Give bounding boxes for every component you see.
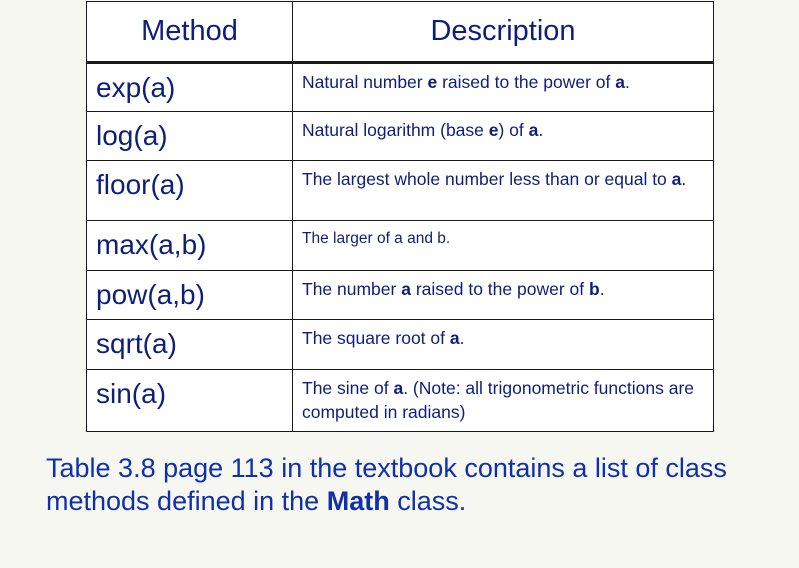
method-cell: exp(a) <box>87 63 293 112</box>
table-row <box>87 63 714 112</box>
description-segment: raised to the power of <box>437 72 616 92</box>
description-segment: e <box>427 72 438 92</box>
math-methods-table <box>86 1 714 432</box>
caption-segment: Math <box>326 486 390 516</box>
method-cell: log(a) <box>87 112 293 161</box>
table-row <box>87 370 714 432</box>
description-segment: a <box>615 72 625 92</box>
table-row <box>87 320 714 370</box>
description-cell <box>293 221 714 271</box>
description-segment: a <box>671 169 682 189</box>
method-cell: max(a,b) <box>87 221 293 271</box>
description-cell <box>293 370 714 432</box>
method-cell: sqrt(a) <box>87 320 293 370</box>
description-segment: . <box>599 279 605 299</box>
method-cell: floor(a) <box>87 161 293 221</box>
description-cell <box>293 161 714 221</box>
description-segment: The number <box>302 279 402 299</box>
table-row <box>87 161 714 221</box>
table-row <box>87 112 714 161</box>
description-segment: a <box>449 328 460 348</box>
description-segment: The square root of <box>302 328 450 348</box>
table-body <box>87 63 714 432</box>
description-cell <box>293 271 714 320</box>
description-segment: . (Note: all trigonometric functions are computed in radians) <box>302 378 695 422</box>
caption-segment: Table 3.8 page 113 in the textbook contains a list of class methods defined in the <box>46 453 727 516</box>
description-segment: The sine of <box>302 378 394 398</box>
description-segment: . <box>459 328 465 348</box>
description-segment: . <box>681 169 687 189</box>
description-segment: The largest whole number less than or equal to <box>302 169 672 189</box>
description-segment: e <box>488 120 499 140</box>
method-cell: pow(a,b) <box>87 271 293 320</box>
description-segment: a <box>393 378 404 398</box>
description-segment: Natural number <box>302 72 428 92</box>
table-caption <box>46 452 786 518</box>
description-cell <box>293 63 714 112</box>
table-row <box>87 221 714 271</box>
table-header-row <box>87 2 714 63</box>
method-column-header: Method <box>87 2 293 63</box>
description-cell <box>293 112 714 161</box>
description-segment: ) of <box>498 120 529 140</box>
caption-segment: class. <box>389 486 467 516</box>
table-row <box>87 271 714 320</box>
description-segment: a <box>528 120 539 140</box>
description-segment: a <box>401 279 411 299</box>
description-column-header: Description <box>293 2 714 63</box>
method-cell: sin(a) <box>87 370 293 432</box>
description-segment: b <box>588 279 600 299</box>
description-segment: raised to the power of <box>410 279 589 299</box>
description-segment: . <box>538 120 544 140</box>
description-segment: . <box>624 72 630 92</box>
description-segment: The larger of a and b. <box>302 230 451 247</box>
description-cell <box>293 320 714 370</box>
description-segment: Natural logarithm (base <box>302 120 489 140</box>
